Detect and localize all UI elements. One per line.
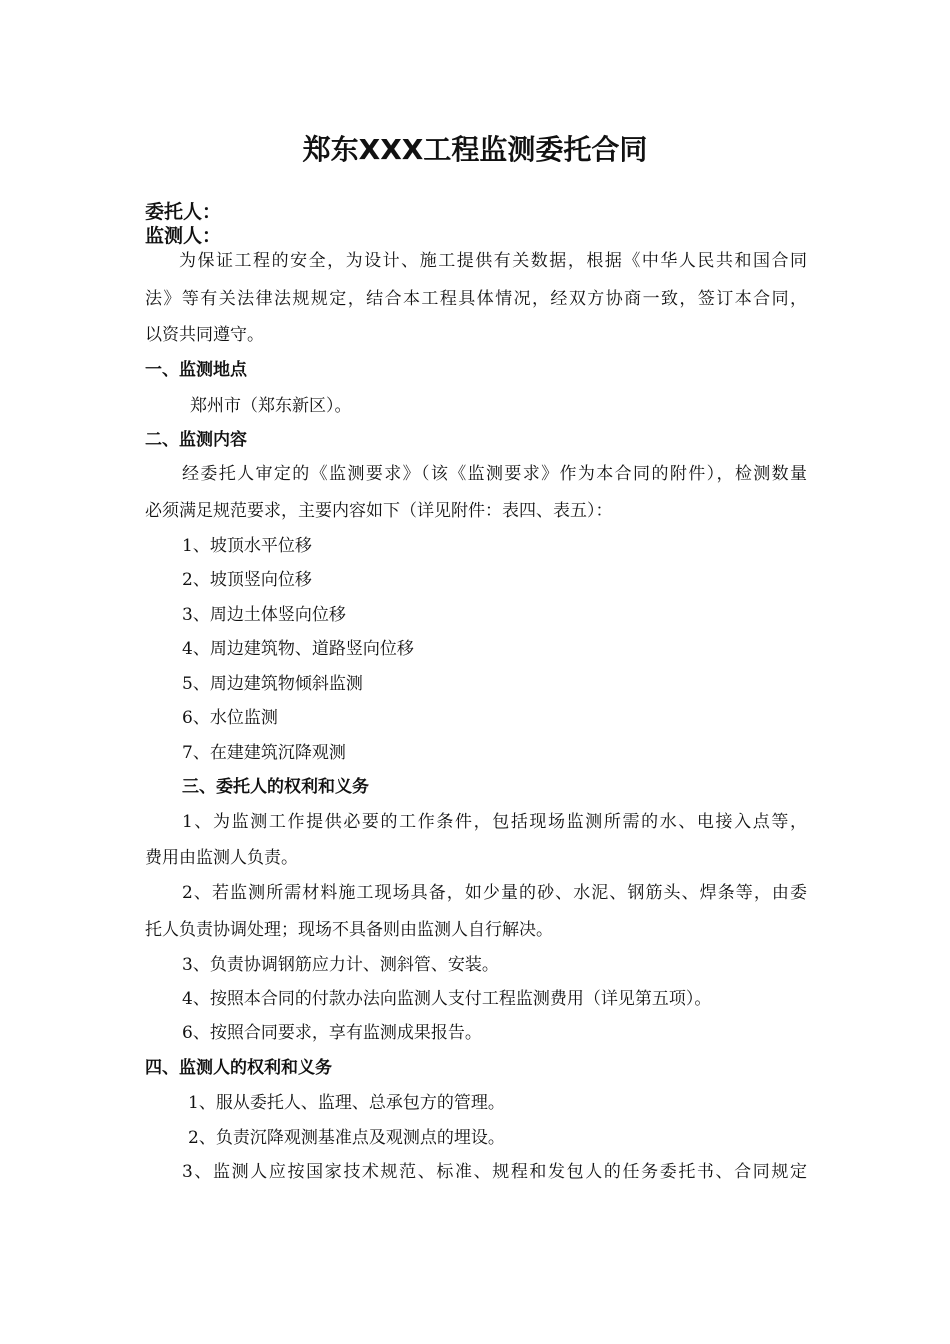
list-item: 3、周边土体竖向位移 (182, 605, 346, 625)
list-item: 6、水位监测 (182, 708, 278, 728)
section-3-item-1-line-1: 1、为监测工作提供必要的工作条件，包括现场监测所需的水、电接入点等， (182, 812, 807, 832)
section-3-item-2-line-2: 托人负责协调处理；现场不具备则由监测人自行解决。 (145, 920, 553, 940)
section-4-item-3: 3、监测人应按国家技术规范、标准、规程和发包人的任务委托书、合同规定 (182, 1162, 807, 1182)
monitor-label: 监测人： (145, 225, 222, 247)
section-3-item-4: 4、按照本合同的付款办法向监测人支付工程监测费用（详见第五项）。 (182, 989, 712, 1009)
section-1-heading: 一、监测地点 (145, 360, 247, 380)
section-3-heading: 三、委托人的权利和义务 (182, 777, 369, 797)
section-4-item-2: 2、负责沉降观测基准点及观测点的埋设。 (188, 1128, 505, 1148)
section-4-item-1: 1、服从委托人、监理、总承包方的管理。 (188, 1093, 505, 1113)
section-2-heading: 二、监测内容 (145, 430, 247, 450)
section-2-intro-line-1: 经委托人审定的《监测要求》（该《监测要求》作为本合同的附件），检测数量 (182, 464, 807, 484)
section-2-intro-line-2: 必须满足规范要求，主要内容如下（详见附件：表四、表五）： (145, 501, 613, 521)
preamble-line-1: 为保证工程的安全，为设计、施工提供有关数据，根据《中华人民共和国合同 (179, 251, 807, 271)
list-item: 5、周边建筑物倾斜监测 (182, 674, 363, 694)
section-3-item-6: 6、按照合同要求，享有监测成果报告。 (182, 1023, 482, 1043)
document-title: 郑东XXX工程监测委托合同 (302, 133, 648, 166)
section-3-item-2-line-1: 2、若监测所需材料施工现场具备，如少量的砂、水泥、钢筋头、焊条等，由委 (182, 883, 807, 903)
preamble-line-3: 以资共同遵守。 (145, 325, 264, 345)
list-item: 2、坡顶竖向位移 (182, 570, 312, 590)
client-label: 委托人： (145, 201, 222, 223)
list-item: 7、在建建筑沉降观测 (182, 743, 346, 763)
section-3-item-3: 3、负责协调钢筋应力计、测斜管、安装。 (182, 955, 499, 975)
list-item: 4、周边建筑物、道路竖向位移 (182, 639, 414, 659)
section-3-item-1-line-2: 费用由监测人负责。 (145, 848, 298, 868)
section-4-heading: 四、监测人的权利和义务 (145, 1058, 332, 1078)
preamble-line-2: 法》等有关法律法规规定，结合本工程具体情况，经双方协商一致，签订本合同， (145, 289, 807, 309)
list-item: 1、坡顶水平位移 (182, 536, 312, 556)
section-1-text: 郑州市（郑东新区）。 (190, 396, 352, 416)
